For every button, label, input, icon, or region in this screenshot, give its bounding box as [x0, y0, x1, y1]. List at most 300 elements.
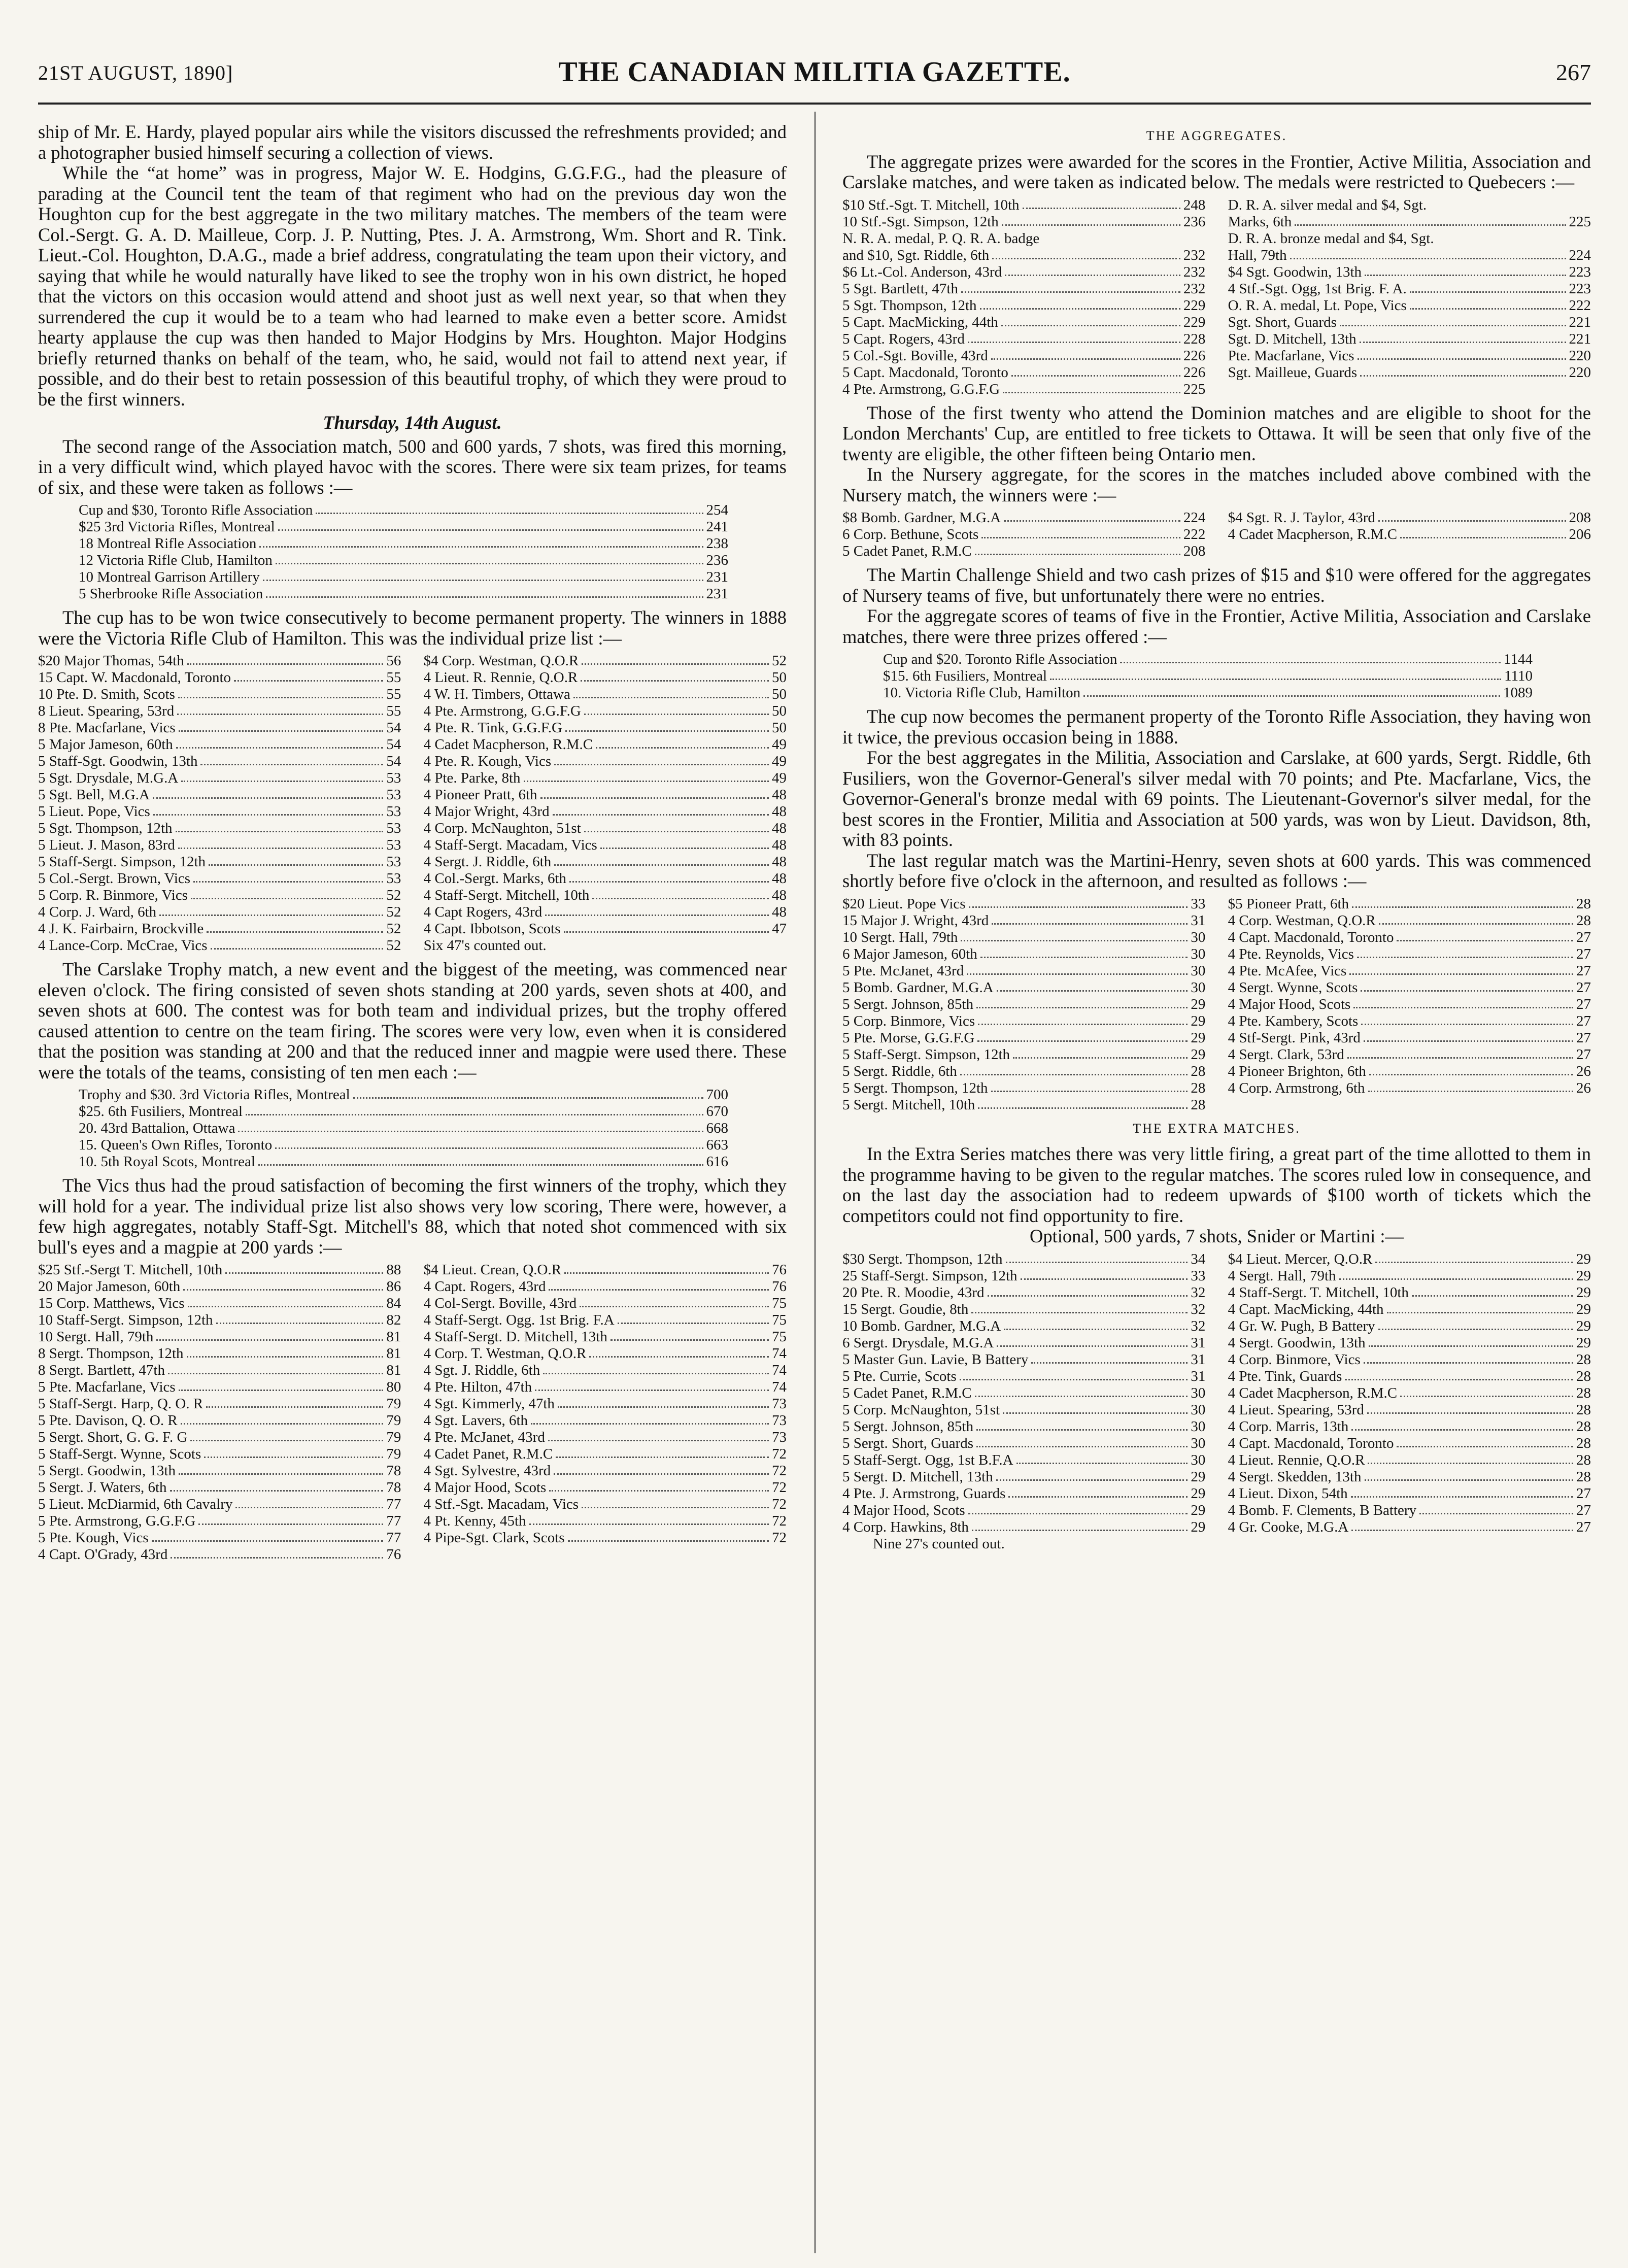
list-row — [424, 820, 787, 837]
leader-dots — [198, 1513, 383, 1525]
entry-label: 5 Staff-Sergt. Harp, Q. O. R — [38, 1396, 204, 1412]
entry-score: 47 — [772, 921, 787, 937]
entry-score: 241 — [706, 519, 728, 535]
list-row — [38, 1463, 401, 1479]
entry-label: 5 Pte. Armstrong, G.G.F.G — [38, 1513, 196, 1529]
list-row — [424, 1530, 787, 1546]
entry-score: 248 — [1183, 196, 1206, 213]
entry-label: 5 Sergt. Mitchell, 10th — [842, 1096, 975, 1113]
leader-dots — [193, 870, 383, 883]
list-row — [842, 963, 1205, 979]
list-row — [38, 736, 401, 753]
entry-label: 4 Capt. Ibbotson, Scots — [423, 921, 561, 937]
entry-label: 4 Stf.-Sgt. Macadam, Vics — [423, 1496, 579, 1512]
list-row — [1228, 264, 1591, 281]
entry-score: 29 — [1576, 1267, 1591, 1284]
leader-dots — [991, 348, 1180, 360]
list-row — [1228, 1402, 1591, 1418]
list-row — [424, 703, 787, 720]
list-row — [424, 803, 787, 820]
entry-label: 4 Sergt. Skedden, 13th — [1228, 1468, 1362, 1485]
list-row — [424, 1312, 787, 1329]
entry-label: 5 Pte. Kough, Vics — [38, 1530, 149, 1546]
leader-dots — [1008, 1485, 1188, 1498]
entry-score: 30 — [1191, 1401, 1206, 1418]
entry-score: 56 — [386, 653, 401, 669]
list-row — [1228, 896, 1591, 912]
leader-dots — [531, 1412, 769, 1425]
entry-label: 15 Sergt. Goudie, 8th — [842, 1301, 969, 1317]
entry-score: 77 — [386, 1513, 401, 1529]
list-row — [38, 820, 401, 837]
list-row — [38, 803, 401, 820]
entry-score: 224 — [1569, 247, 1591, 263]
list-row — [1228, 1485, 1591, 1502]
list-row — [842, 1063, 1205, 1080]
entry-label: 4 Corp. McNaughton, 51st — [423, 820, 581, 836]
leader-dots — [181, 1412, 384, 1425]
entry-score: 28 — [1191, 1079, 1206, 1096]
list-row — [424, 787, 787, 803]
entry-label: 5 Sgt. Bartlett, 47th — [842, 280, 958, 297]
leader-dots — [1378, 1318, 1573, 1330]
entry-label: 4 Pte. Armstrong, G.G.F.G — [423, 703, 581, 719]
leader-dots — [200, 753, 383, 765]
list-row — [38, 1262, 401, 1278]
leader-dots — [618, 1312, 769, 1324]
list-row — [424, 887, 787, 904]
entry-label: 4 Lieut. Dixon, 54th — [1228, 1485, 1348, 1502]
entry-label: 5 Pte. Currie, Scots — [842, 1368, 957, 1384]
leader-dots — [1410, 297, 1566, 310]
leader-dots — [178, 837, 384, 849]
leader-dots — [997, 1335, 1188, 1347]
entry-label: 10. 5th Royal Scots, Montreal — [79, 1154, 255, 1170]
list-row — [842, 348, 1205, 364]
entry-label: 4 Sergt. J. Riddle, 6th — [423, 854, 552, 870]
list-row — [883, 651, 1533, 668]
entry-label: $6 Lt.-Col. Anderson, 43rd — [842, 263, 1002, 280]
entry-score: 27 — [1576, 1046, 1591, 1063]
entry-label: 12 Victoria Rifle Club, Hamilton — [79, 552, 273, 568]
entry-label: O. R. A. medal, Lt. Pope, Vics — [1228, 297, 1407, 314]
leader-dots — [178, 686, 383, 698]
list-row — [842, 1351, 1205, 1368]
entry-score: 84 — [386, 1295, 401, 1311]
entry-label: 4 Pte. Hilton, 47th — [423, 1379, 532, 1395]
leader-dots — [573, 686, 769, 698]
leader-dots — [206, 1396, 383, 1408]
entry-score: 72 — [772, 1446, 787, 1462]
leader-dots — [584, 703, 769, 715]
list-row — [1228, 1046, 1591, 1063]
entry-score: 79 — [386, 1396, 401, 1412]
list-row — [842, 1452, 1205, 1469]
leader-dots — [259, 535, 703, 548]
prize-list — [38, 1262, 787, 1563]
leader-dots — [975, 543, 1180, 555]
entry-label: 10 Montreal Garrison Artillery — [79, 569, 260, 585]
leader-dots — [176, 736, 384, 749]
entry-score: 49 — [772, 736, 787, 753]
paragraph: The Martin Challenge Shield and two cash prizes of $15 and $10 were offered for the aggregates of Nursery teams of five, but unfortunately there were no entries. — [842, 564, 1591, 606]
list-row — [842, 214, 1205, 230]
leader-dots — [156, 1329, 383, 1341]
entry-label: $4 Sgt. R. J. Taylor, 43rd — [1228, 510, 1375, 526]
list-row — [79, 1154, 728, 1170]
right-column — [842, 122, 1591, 1558]
newspaper-page — [38, 56, 1591, 2253]
team-results — [79, 502, 728, 602]
prize-list-column — [1228, 197, 1591, 398]
entry-score: 28 — [1191, 1096, 1206, 1113]
entry-label: 18 Montreal Rifle Association — [79, 535, 257, 552]
entry-label: 5 Sergt. Thompson, 12th — [842, 1079, 988, 1096]
leader-dots — [554, 1463, 769, 1475]
entry-score: 73 — [772, 1412, 787, 1429]
entry-label: Six 47's counted out. — [423, 937, 547, 954]
leader-dots — [1400, 526, 1566, 538]
entry-score: 226 — [1183, 347, 1206, 364]
list-row — [1228, 214, 1591, 230]
list-row — [842, 364, 1205, 381]
prize-list-column — [842, 197, 1205, 398]
leader-dots — [1021, 1268, 1188, 1280]
entry-score: 29 — [1576, 1334, 1591, 1351]
list-row — [842, 996, 1205, 1013]
prize-list-column — [1228, 896, 1591, 1113]
entry-label: 4 Lance-Corp. McCrae, Vics — [38, 937, 208, 954]
entry-score: 232 — [1183, 280, 1206, 297]
entry-score: 53 — [386, 787, 401, 803]
leader-dots — [1365, 264, 1566, 276]
list-row — [842, 1097, 1205, 1113]
section-heading: THE EXTRA MATCHES. — [1133, 1121, 1301, 1136]
list-row — [38, 720, 401, 736]
leader-dots — [1001, 314, 1180, 326]
leader-dots — [266, 586, 703, 598]
list-row — [38, 870, 401, 887]
list-row — [424, 770, 787, 787]
leader-dots — [1120, 651, 1501, 663]
leader-dots — [1410, 281, 1566, 293]
leader-dots — [1023, 197, 1180, 209]
list-row — [1228, 348, 1591, 364]
leader-dots — [971, 1301, 1188, 1313]
leader-dots — [960, 1368, 1188, 1380]
list-row — [38, 1329, 401, 1345]
list-row — [79, 1137, 728, 1154]
entry-score: 75 — [772, 1312, 787, 1328]
leader-dots — [153, 803, 384, 816]
list-row — [1228, 1063, 1591, 1080]
entry-score: 31 — [1191, 912, 1206, 929]
entry-label: 4 Pioneer Pratt, 6th — [423, 787, 537, 803]
entry-score: 55 — [386, 703, 401, 719]
entry-label: D. R. A. silver medal and $4, Sgt. — [1228, 196, 1427, 213]
entry-score: 28 — [1576, 912, 1591, 929]
entry-label: 5 Cadet Panet, R.M.C — [842, 1384, 972, 1401]
entry-score: 254 — [706, 502, 728, 518]
entry-score: 88 — [386, 1262, 401, 1278]
leader-dots — [991, 1080, 1188, 1092]
entry-score: 53 — [386, 770, 401, 786]
leader-dots — [1351, 1418, 1573, 1431]
entry-score: 48 — [772, 787, 787, 803]
entry-label: 4 Pte. R. Kough, Vics — [423, 753, 552, 769]
entry-label: 4 Staff-Sergt. T. Mitchell, 10th — [1228, 1284, 1409, 1301]
entry-label: 4 Lieut. Spearing, 53rd — [1228, 1401, 1364, 1418]
leader-dots — [549, 1479, 769, 1492]
leader-dots — [207, 921, 383, 933]
list-row — [1228, 247, 1591, 264]
leader-dots — [1375, 1251, 1573, 1263]
leader-dots — [216, 1312, 384, 1324]
entry-score: 49 — [772, 753, 787, 769]
leader-dots — [1351, 1519, 1573, 1531]
entry-score: 229 — [1183, 297, 1206, 314]
entry-score: 238 — [706, 535, 728, 552]
leader-dots — [535, 1379, 769, 1391]
leader-dots — [1412, 1284, 1573, 1297]
list-row — [1228, 331, 1591, 348]
entry-score: 616 — [706, 1154, 728, 1170]
entry-score: 78 — [386, 1463, 401, 1479]
entry-label: 4 Corp. Marris, 13th — [1228, 1418, 1349, 1435]
entry-score: 50 — [772, 669, 787, 686]
leader-dots — [1365, 1469, 1574, 1481]
leader-dots — [1368, 1452, 1573, 1464]
paragraph: In the Nursery aggregate, for the scores in the matches included above combined with the Nursery match, the winners were :— — [842, 464, 1591, 505]
list-row — [38, 653, 401, 669]
entry-score: 28 — [1576, 1418, 1591, 1435]
entry-label: Sgt. Mailleue, Guards — [1228, 364, 1358, 381]
leader-dots — [977, 1030, 1188, 1042]
leader-dots — [171, 1546, 383, 1559]
entry-score: 27 — [1576, 1518, 1591, 1535]
leader-dots — [1361, 1013, 1573, 1025]
entry-score: 30 — [1191, 1384, 1206, 1401]
leader-dots — [234, 669, 383, 682]
entry-score: 53 — [386, 820, 401, 836]
entry-label: 5 Pte. Macfarlane, Vics — [38, 1379, 176, 1395]
entry-label: 5 Capt. Macdonald, Toronto — [842, 364, 1008, 381]
leader-dots — [1379, 912, 1573, 925]
entry-score: 236 — [706, 552, 728, 568]
entry-score: 220 — [1569, 364, 1591, 381]
list-row — [424, 1412, 787, 1429]
entry-score: 223 — [1569, 280, 1591, 297]
list-row — [842, 1519, 1205, 1536]
list-row — [424, 653, 787, 669]
entry-score: 55 — [386, 686, 401, 702]
entry-score: 48 — [772, 803, 787, 820]
entry-score: 29 — [1191, 1518, 1206, 1535]
list-row — [1228, 1502, 1591, 1519]
list-row — [842, 264, 1205, 281]
paragraph: The Vics thus had the proud satisfaction of becoming the first winners of the trophy, which they will hold for a year. The individual prize list also shows very low scoring, There were, however, a few high aggregates, notably Staff-Sgt. Mitchell's 88, which that noted shot commenced with six bull's eyes and a magpie at 200 yards :— — [38, 1175, 787, 1258]
entry-label: N. R. A. medal, P. Q. R. A. badge — [842, 230, 1040, 247]
leader-dots — [584, 820, 769, 832]
entry-score: 53 — [386, 854, 401, 870]
list-row — [79, 502, 728, 519]
entry-score: 78 — [386, 1479, 401, 1496]
entry-label: 5 Sergt. J. Waters, 6th — [38, 1479, 167, 1496]
entry-label: 10 Stf.-Sgt. Simpson, 12th — [842, 213, 999, 230]
paragraph: ship of Mr. E. Hardy, played popular airs while the visitors discussed the refreshments provided; and a photographer busied himself securing a collection of views. — [38, 121, 787, 163]
list-row — [1228, 946, 1591, 963]
list-row — [424, 937, 787, 954]
entry-label: 4 Pte. Kambery, Scots — [1228, 1012, 1359, 1029]
list-row — [842, 1030, 1205, 1046]
entry-score: 52 — [772, 653, 787, 669]
entry-score: 222 — [1569, 297, 1591, 314]
entry-label: 5 Col.-Sgt. Boville, 43rd — [842, 347, 988, 364]
list-row — [1228, 197, 1591, 214]
leader-dots — [1004, 510, 1180, 522]
list-row — [842, 543, 1205, 560]
entry-score: 48 — [772, 887, 787, 903]
entry-score: 232 — [1183, 263, 1206, 280]
entry-label: 4 Pipe-Sgt. Clark, Scots — [423, 1530, 565, 1546]
entry-label: 10 Staff-Sergt. Simpson, 12th — [38, 1312, 213, 1328]
entry-label: 4 Sgt. Kimmerly, 47th — [423, 1396, 555, 1412]
list-row — [842, 331, 1205, 348]
entry-label: 10. Victoria Rifle Club, Hamilton — [883, 685, 1081, 701]
list-row — [842, 946, 1205, 963]
list-row — [842, 1368, 1205, 1385]
entry-score: 54 — [386, 736, 401, 753]
leader-dots — [545, 904, 769, 916]
entry-label: 15. Queen's Own Rifles, Toronto — [79, 1137, 273, 1153]
list-row — [424, 1362, 787, 1379]
list-row — [424, 1496, 787, 1513]
leader-dots — [1083, 685, 1500, 697]
entry-label: 4 Capt. O'Grady, 43rd — [38, 1546, 168, 1563]
leader-dots — [582, 653, 769, 665]
list-row — [842, 1268, 1205, 1284]
entry-label: 4 Corp. Westman, Q.O.R — [1228, 912, 1376, 929]
leader-dots — [263, 569, 703, 581]
leader-dots — [961, 281, 1180, 293]
left-column — [38, 122, 787, 1568]
prize-list-column — [842, 1251, 1205, 1552]
list-row — [424, 1262, 787, 1278]
entry-score: 26 — [1576, 1079, 1591, 1096]
list-row — [842, 1013, 1205, 1030]
list-row — [1228, 1335, 1591, 1351]
entry-score: 29 — [1576, 1301, 1591, 1317]
entry-score: 221 — [1569, 330, 1591, 347]
entry-label: 5 Pte. McJanet, 43rd — [842, 962, 964, 979]
list-row — [424, 736, 787, 753]
entry-score: 74 — [772, 1362, 787, 1378]
list-row — [38, 1362, 401, 1379]
entry-score: 1089 — [1503, 685, 1533, 701]
entry-label: 4 Pte. McAfee, Vics — [1228, 962, 1347, 979]
list-row — [79, 535, 728, 552]
list-row — [38, 837, 401, 854]
list-row — [38, 904, 401, 921]
leader-dots — [316, 502, 703, 514]
leader-dots — [159, 904, 383, 916]
leader-dots — [1369, 1335, 1573, 1347]
list-row — [842, 247, 1205, 264]
entry-score: 32 — [1191, 1301, 1206, 1317]
match-subheading: Optional, 500 yards, 7 shots, Snider or Martini :— — [1029, 1226, 1404, 1246]
leader-dots — [581, 669, 769, 682]
entry-score: 27 — [1576, 929, 1591, 945]
martini-list — [842, 896, 1591, 1113]
entry-label: 5 Sergt. Johnson, 85th — [842, 1418, 974, 1435]
entry-score: 31 — [1191, 1368, 1206, 1384]
leader-dots — [183, 1278, 383, 1291]
entry-label: $4 Corp. Westman, Q.O.R — [423, 653, 579, 669]
entry-score: 30 — [1191, 979, 1206, 996]
entry-score: 27 — [1576, 1012, 1591, 1029]
page-header — [38, 56, 1591, 96]
entry-score: 208 — [1183, 543, 1206, 559]
entry-label: 5 Sergt. Short, Guards — [842, 1435, 974, 1451]
entry-score: 229 — [1183, 314, 1206, 330]
leader-dots — [1002, 214, 1180, 226]
entry-score: 76 — [386, 1546, 401, 1563]
prize-list-column — [842, 896, 1205, 1113]
entry-score: 670 — [706, 1103, 728, 1120]
list-row — [38, 787, 401, 803]
entry-score: 76 — [772, 1262, 787, 1278]
entry-score: 220 — [1569, 347, 1591, 364]
entry-label: $20 Major Thomas, 54th — [38, 653, 184, 669]
list-row — [424, 1329, 787, 1345]
leader-dots — [549, 1278, 769, 1291]
entry-label: $25. 6th Fusiliers, Montreal — [79, 1103, 243, 1120]
leader-dots — [543, 1362, 769, 1374]
entry-label: 4 Capt. Macdonald, Toronto — [1228, 929, 1394, 945]
entry-label: 4 Lieut. R. Rennie, Q.O.R — [423, 669, 578, 686]
leader-dots — [610, 1329, 769, 1341]
entry-score: 72 — [772, 1463, 787, 1479]
list-row — [1228, 281, 1591, 297]
entry-score: 77 — [386, 1530, 401, 1546]
entry-score: 73 — [772, 1429, 787, 1445]
list-row — [38, 937, 401, 954]
list-row — [842, 281, 1205, 297]
entry-score: 32 — [1191, 1284, 1206, 1301]
list-row — [424, 1278, 787, 1295]
leader-dots — [179, 1379, 384, 1391]
leader-dots — [1003, 1402, 1188, 1414]
list-row — [424, 1463, 787, 1479]
entry-score: 82 — [386, 1312, 401, 1328]
entry-label: 4 Pte. Parke, 8th — [423, 770, 521, 786]
prize-list-column — [424, 653, 787, 954]
leader-dots — [204, 1446, 383, 1458]
leader-dots — [961, 929, 1188, 941]
entry-label: 4 Corp. Hawkins, 8th — [842, 1518, 969, 1535]
entry-label: 20 Major Jameson, 60th — [38, 1278, 181, 1295]
list-row — [38, 1429, 401, 1446]
list-row — [424, 1429, 787, 1446]
leader-dots — [1364, 1030, 1573, 1042]
list-row — [79, 519, 728, 535]
entry-score: 26 — [1576, 1063, 1591, 1079]
entry-score: 31 — [1191, 1334, 1206, 1351]
list-row — [1228, 1268, 1591, 1284]
leader-dots — [238, 1120, 703, 1132]
paragraph: The cup now becomes the permanent property of the Toronto Rifle Association, they having won it twice, the previous occasion being in 1888. — [842, 706, 1591, 748]
entry-score: 29 — [1191, 1502, 1206, 1518]
